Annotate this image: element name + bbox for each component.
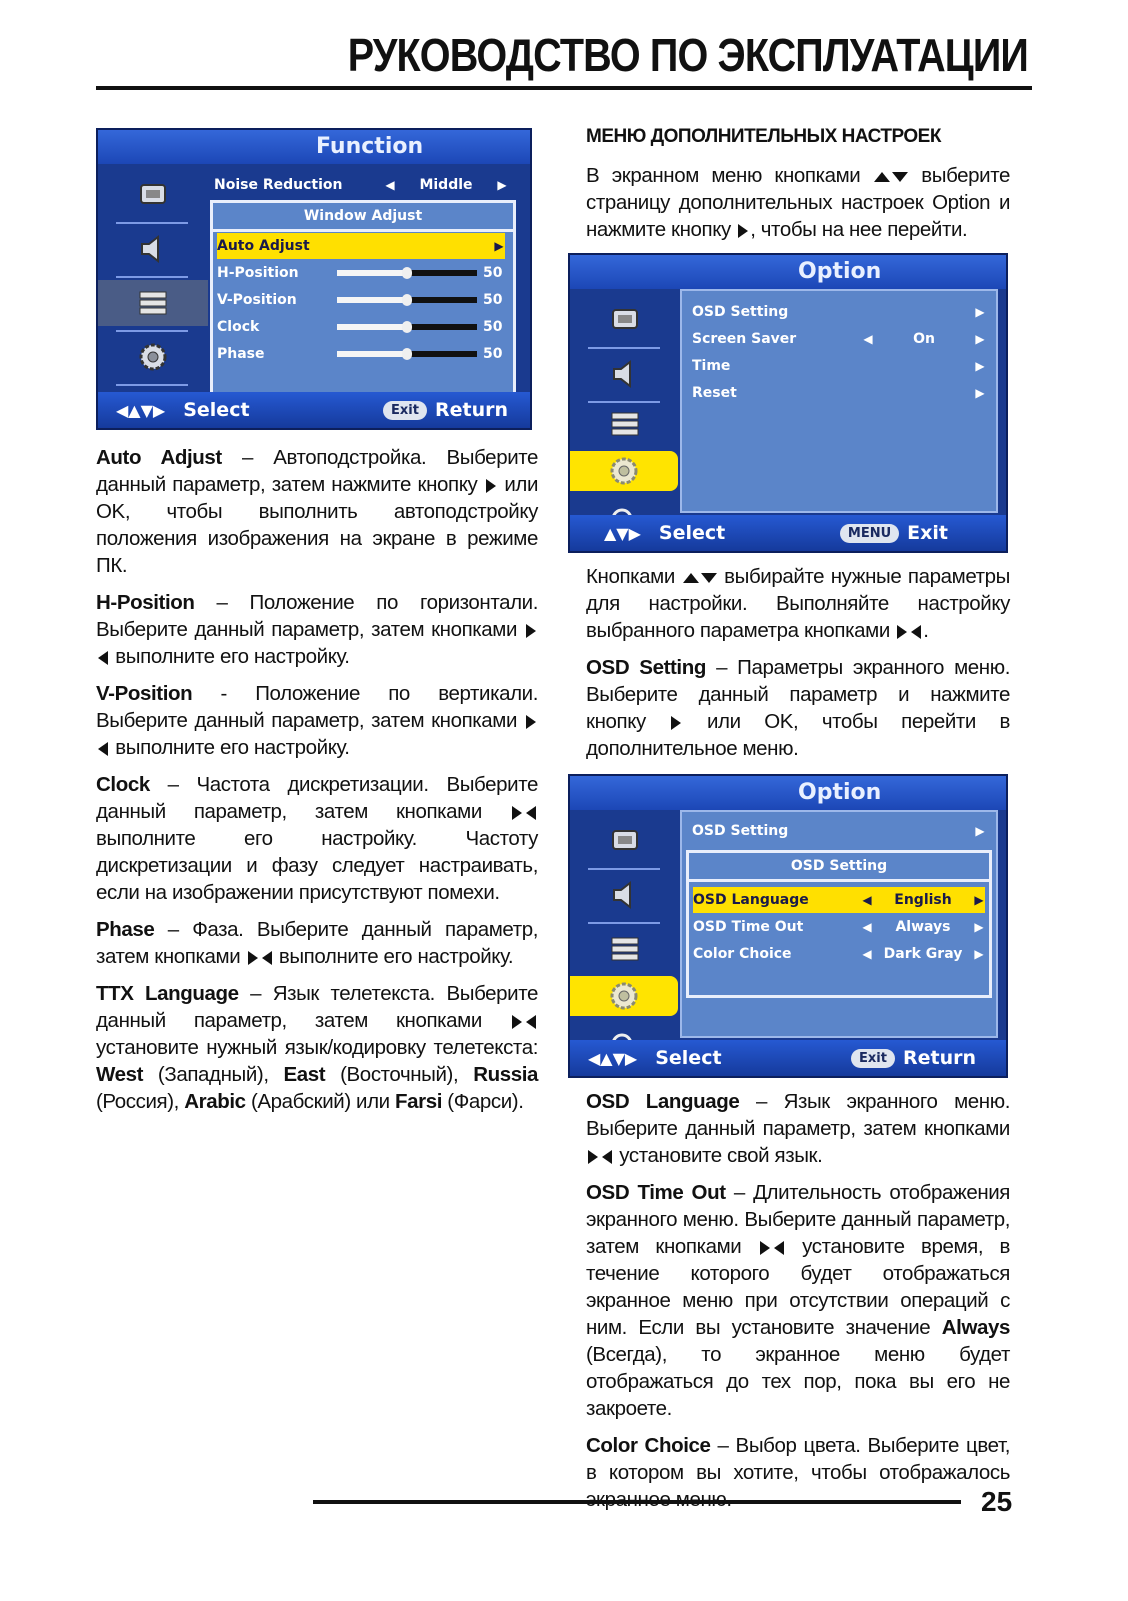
item-label: OSD Setting <box>692 304 789 320</box>
speaker-icon[interactable] <box>570 351 680 397</box>
footer-rule <box>313 1500 961 1504</box>
slider-value: 50 <box>483 346 503 362</box>
window-adjust-item[interactable] <box>217 287 505 313</box>
right-arrow-icon: ▶ <box>975 359 985 373</box>
osd-function-screen <box>96 128 532 430</box>
screen-icon[interactable] <box>570 297 680 343</box>
speaker-icon[interactable] <box>570 872 680 918</box>
item-label: Auto Adjust <box>217 238 310 254</box>
slider-knob[interactable] <box>402 267 412 279</box>
left-arrow-icon: ◀ <box>862 947 872 961</box>
menu-key-button[interactable]: MENU <box>840 524 899 543</box>
slider-rest <box>407 270 477 276</box>
right-arrow-icon: ▶ <box>975 332 985 346</box>
slider-value: 50 <box>483 319 503 335</box>
osd-setting-submenu <box>686 850 992 998</box>
slider-rest <box>407 324 477 330</box>
item-label: Time <box>692 358 731 374</box>
slider-track[interactable] <box>337 352 477 356</box>
item-label: Clock <box>217 319 260 335</box>
right-arrow-icon <box>738 224 748 238</box>
item-label: Phase <box>217 346 265 362</box>
slider-fill <box>337 297 407 303</box>
osd-setting-screen <box>568 774 1008 1078</box>
h-position-paragraph: H-Position – Положение по горизонтали. Выберите данный параметр, затем кнопками выполните его настройку. <box>96 591 538 668</box>
osd-header <box>98 130 530 164</box>
right-arrow-icon: ▶ <box>974 893 984 907</box>
menu-list-icon[interactable] <box>570 401 680 447</box>
color-choice-paragraph: Color Choice – Выбор цвета. Выберите цвет, в котором вы хотите, чтобы отображалось <box>586 1434 1010 1484</box>
item-label: OSD Time Out <box>693 919 804 935</box>
osd-setting-row[interactable]: OSD Setting ▶ <box>692 823 985 839</box>
noise-reduction-row[interactable]: Noise Reduction ◀ Middle ▶ <box>214 177 507 193</box>
window-adjust-item[interactable] <box>217 260 505 286</box>
right-arrow-icon <box>760 1241 770 1255</box>
speaker-icon[interactable] <box>98 226 208 272</box>
slider-track[interactable] <box>337 298 477 302</box>
left-arrow-icon <box>602 1150 612 1164</box>
screen-icon[interactable] <box>98 172 208 218</box>
osd-content <box>680 810 998 1038</box>
right-arrow-icon <box>248 951 258 965</box>
osd-content <box>680 289 998 513</box>
right-column <box>586 126 1013 1523</box>
item-label: H-Position <box>217 265 299 281</box>
slider-fill <box>337 324 407 330</box>
menu-list-icon[interactable] <box>570 926 680 972</box>
osd-setting-item[interactable] <box>693 941 985 967</box>
osd-title: Option <box>798 780 882 805</box>
osd-option-screen <box>568 253 1008 553</box>
left-arrow-icon <box>98 742 108 756</box>
left-arrow-icon: ◀ <box>862 893 872 907</box>
right-arrow-icon <box>526 624 536 638</box>
left-arrow-icon: ◀ <box>863 332 873 346</box>
left-arrow-icon: ◀ <box>862 920 872 934</box>
slider-knob[interactable] <box>402 321 412 333</box>
right-arrow-icon: ▶ <box>497 178 507 192</box>
submenu-title: OSD Setting <box>790 858 888 874</box>
left-arrow-icon <box>98 651 108 665</box>
slider-knob[interactable] <box>402 294 412 306</box>
osd-setting-paragraph: OSD Setting – Параметры экранного меню. Выберите данный параметр и нажмите кнопку или OK, чтобы перейти в дополнительное меню. <box>586 656 1010 760</box>
slider-fill <box>337 351 407 357</box>
v-position-paragraph: V-Position - Положение по вертикали. Выберите данный параметр, затем кнопками выполните его настройку. <box>96 682 538 759</box>
phase-paragraph: Phase – Фаза. Выберите данный параметр, затем кнопками выполните его настройку. <box>96 918 538 968</box>
buttons-paragraph: Кнопками выбирайте нужные параметры для настройки. Выполняйте настройку выбранного параметра кнопками . <box>586 565 1010 642</box>
left-arrow-icon <box>911 625 921 639</box>
left-arrow-icon <box>526 806 536 820</box>
page-title: РУКОВОДСТВО ПО ЭКСПЛУАТАЦИИ <box>347 29 1028 81</box>
gear-icon[interactable] <box>570 451 678 491</box>
item-value: English <box>894 892 952 908</box>
osd-language-paragraph: OSD Language – Язык экранного меню. Выберите данный параметр, затем кнопками установите свой язык. <box>586 1090 1011 1167</box>
right-arrow-icon <box>671 716 681 730</box>
menu-list-icon[interactable] <box>98 280 208 326</box>
item-label: Screen Saver <box>692 331 797 347</box>
osd-timeout-paragraph: OSD Time Out – Длительность отображения экранного меню. Выберите данный параметр, затем кнопками установите время, в течение которого будет отображаться экранное меню при отсутствии операций с ним. Если вы установите значение Always (Всегда), то экранное меню будет отображаться до тех пор, пока вы его не закроете. <box>586 1181 1011 1420</box>
slider-track[interactable] <box>337 271 477 275</box>
right-arrow-icon <box>486 479 496 493</box>
right-arrow-icon <box>897 625 907 639</box>
down-arrow-icon <box>892 172 908 182</box>
footer-action-label: Return <box>902 1047 976 1069</box>
left-arrow-icon <box>262 951 272 965</box>
footer-select-label: Select <box>655 1047 722 1069</box>
up-arrow-icon <box>683 573 699 583</box>
left-arrow-icon <box>774 1241 784 1255</box>
footer-action-label: Exit <box>907 522 948 544</box>
window-adjust-item[interactable] <box>217 233 505 259</box>
option-item[interactable] <box>692 299 986 325</box>
right-arrow-icon <box>588 1150 598 1164</box>
osd-header <box>570 255 1006 289</box>
osd-sidebar <box>98 164 208 390</box>
window-adjust-submenu <box>210 200 516 410</box>
window-adjust-item[interactable] <box>217 314 505 340</box>
item-value: Always <box>895 919 951 935</box>
right-arrow-icon: ▶ <box>974 920 984 934</box>
right-arrow-icon <box>526 715 536 729</box>
exit-key-button[interactable]: Exit <box>851 1049 895 1068</box>
right-arrow-icon: ▶ <box>975 305 985 319</box>
exit-key-button[interactable]: Exit <box>383 401 427 420</box>
clock-paragraph: Clock – Частота дискретизации. Выберите данный параметр, затем кнопками выполните его настройку. Частоту дискретизации и фазу следует настраивать, если на изображении присутствуют помехи. <box>96 773 538 904</box>
down-arrow-icon <box>701 573 717 583</box>
left-column <box>96 128 538 1125</box>
osd-setting-item[interactable] <box>693 914 985 940</box>
right-arrow-icon: ▶ <box>974 947 984 961</box>
section-heading: МЕНЮ ДОПОЛНИТЕЛЬНЫХ НАСТРОЕК <box>586 126 941 147</box>
slider-value: 50 <box>483 265 503 281</box>
gear-icon[interactable] <box>98 334 208 380</box>
slider-knob[interactable] <box>402 348 412 360</box>
slider-rest <box>407 297 477 303</box>
item-label: Color Choice <box>693 946 792 962</box>
up-arrow-icon <box>874 172 890 182</box>
navigation-arrows-icon: ◀▲▼▶ <box>588 1048 638 1068</box>
footer-select-label: Select <box>183 399 250 421</box>
right-arrow-icon <box>512 1015 522 1029</box>
osd-title: Function <box>316 134 424 159</box>
title-rule <box>96 86 1032 90</box>
osd-footer <box>98 392 530 428</box>
right-arrow-icon: ▶ <box>975 824 985 838</box>
osd-sidebar <box>570 289 680 513</box>
auto-adjust-paragraph: Auto Adjust – Автоподстройка. Выберите данный параметр, затем нажмите кнопку или OK, чтобы выполнить автоподстройку положения изображения на экране в режиме ПК. <box>96 446 538 577</box>
osd-content <box>208 164 522 390</box>
slider-value: 50 <box>483 292 503 308</box>
option-item[interactable] <box>692 353 986 379</box>
osd-setting-item[interactable] <box>693 887 985 913</box>
osd-footer <box>570 515 1006 551</box>
osd-sidebar <box>570 810 680 1038</box>
slider-track[interactable] <box>337 325 477 329</box>
option-item[interactable] <box>692 326 986 352</box>
navigation-arrows-icon: ▲▼▶ <box>604 523 641 543</box>
right-arrow-icon: ▶ <box>494 239 504 253</box>
intro-paragraph: В экранном меню кнопками выберите страницу дополнительных настроек Option и нажмите кнопку , чтобы на нее перейти. <box>586 164 1010 241</box>
ttx-language-paragraph: TTX Language – Язык телетекста. Выберите данный параметр, затем кнопками установите нужный язык/кодировку телетекста: West (Западный), East (Восточный), Russia (Россия), Arabic (Арабский) или Farsi (Фарси). <box>96 982 539 1113</box>
submenu-title: Window Adjust <box>303 208 423 224</box>
osd-title: Option <box>798 259 882 284</box>
footer-select-label: Select <box>658 522 726 544</box>
screen-icon[interactable] <box>570 818 680 864</box>
right-arrow-icon <box>512 806 522 820</box>
item-label: Reset <box>692 385 737 401</box>
option-item[interactable] <box>692 380 986 406</box>
left-arrow-icon: ◀ <box>385 178 395 192</box>
slider-fill <box>337 270 407 276</box>
footer-action-label: Return <box>434 399 508 421</box>
osd-header <box>570 776 1006 810</box>
navigation-arrows-icon: ◀▲▼▶ <box>116 400 166 420</box>
slider-rest <box>407 351 477 357</box>
left-arrow-icon <box>526 1015 536 1029</box>
item-label: V-Position <box>217 292 297 308</box>
item-value: Dark Gray <box>883 946 963 962</box>
window-adjust-item[interactable] <box>217 341 505 367</box>
item-value: On <box>913 331 935 347</box>
item-label: OSD Language <box>693 892 809 908</box>
right-arrow-icon: ▶ <box>975 386 985 400</box>
gear-icon[interactable] <box>570 976 678 1016</box>
osd-footer <box>570 1040 1006 1076</box>
page-number: 25 <box>981 1486 1013 1517</box>
